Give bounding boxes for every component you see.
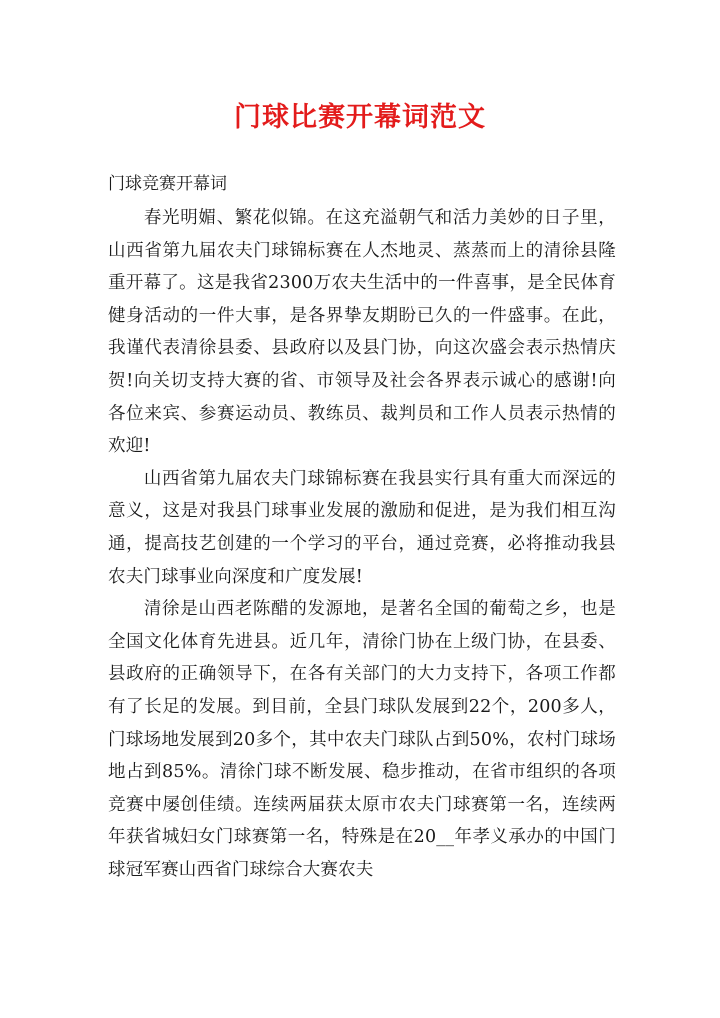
paragraph: 清徐是山西老陈醋的发源地，是著名全国的葡萄之乡，也是全国文化体育先进县。近几年，清徐门协在上级门协，在县委、县政府的正确领导下，在各有关部门的大力支持下，各项工作都有了长足的发展。到目前，全县门球队发展到22个，200多人，门球场地发展到20多个，其中农夫门球队占到50%，农村门球场地占到85%。清徐门球不断发展、稳步推动，在省市组织的各项竞赛中屡创佳绩。连续两届获太原市农夫门球赛第一名，连续两年获省城妇女门球赛第一名，特殊是在20__年孝义承办的中国门球冠军赛山西省门球综合大赛农夫 [108,599,616,880]
document-body [108,202,616,886]
document-title: 门球比赛开幕词范文 [234,102,486,133]
paragraph: 山西省第九届农夫门球锦标赛在我县实行具有重大而深远的意义，这是对我县门球事业发展的激励和促进，是为我们相互沟通，提高技艺创建的一个学习的平台，通过竞赛，必将推动我县农夫门球事业向深度和广度发展! [108,468,616,587]
paragraph: 春光明媚、繁花似锦。在这充溢朝气和活力美妙的日子里，山西省第九届农夫门球锦标赛在人杰地灵、蒸蒸而上的清徐县隆重开幕了。这是我省2300万农夫生活中的一件喜事，是全民体育健身活动的一件大事，是各界挚友期盼已久的一件盛事。在此，我谨代表清徐县委、县政府以及县门协，向这次盛会表示热情庆贺!向关切支持大赛的省、市领导及社会各界表示诚心的感谢!向各位来宾、参赛运动员、教练员、裁判员和工作人员表示热情的欢迎! [108,208,616,457]
document-subtitle: 门球竞赛开幕词 [108,174,227,194]
